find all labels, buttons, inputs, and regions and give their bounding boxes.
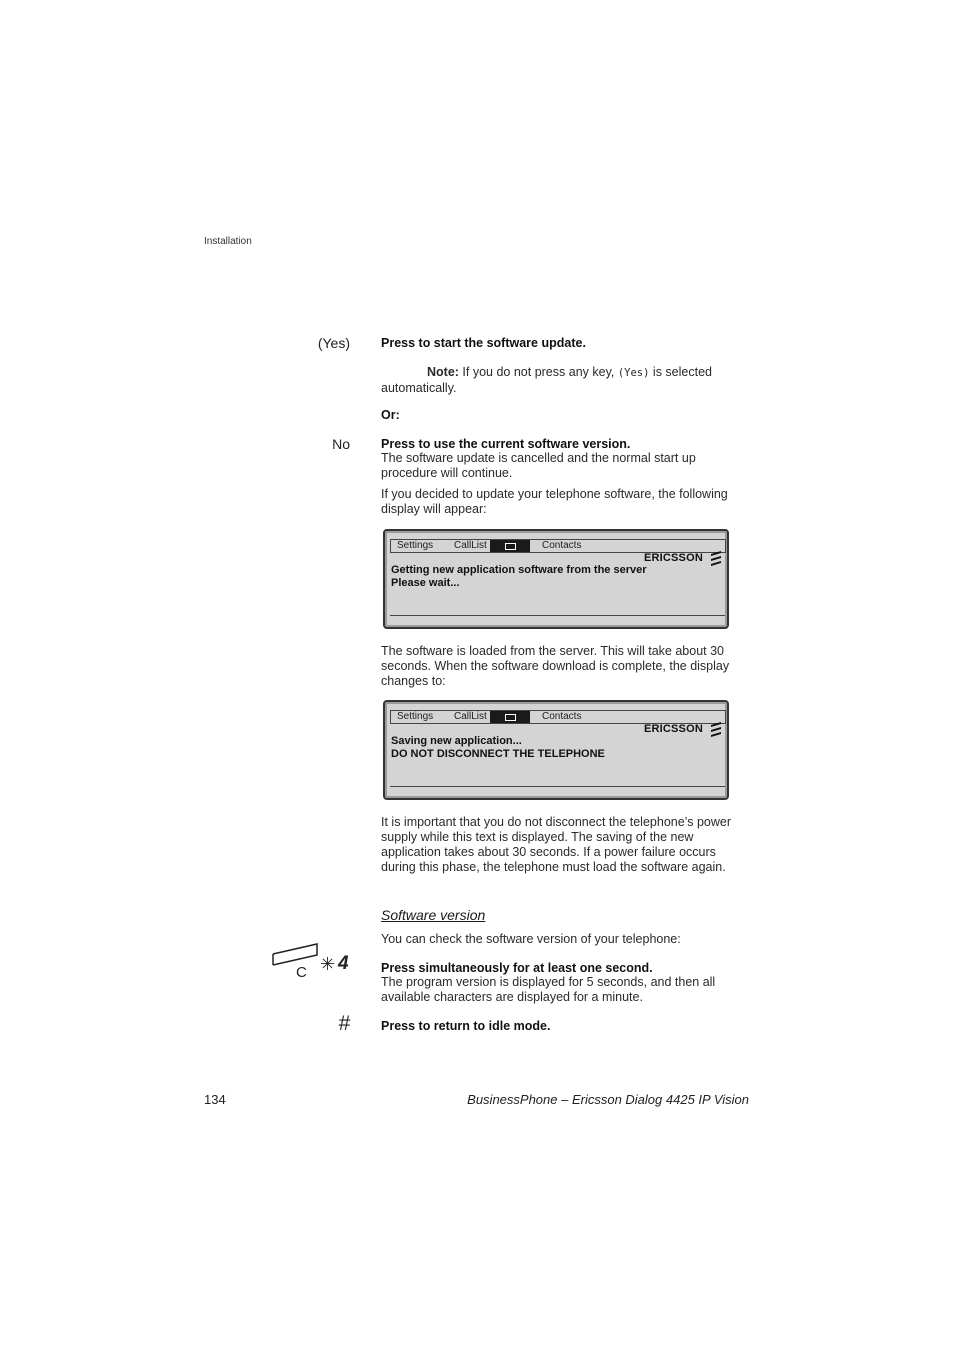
note-text-after: is selected automatically. <box>381 365 712 395</box>
after-display1-text: The software is loaded from the server. This will take about 30 seconds. When the software download is complete, the display changes to: <box>381 644 730 688</box>
running-header: Installation <box>204 236 252 247</box>
display-tab-bar <box>390 539 726 553</box>
display-tab-bar <box>390 710 726 724</box>
update-intro: If you decided to update your telephone software, the following display will appear: <box>381 487 728 516</box>
display-line-1: Getting new application software from the server <box>391 564 647 576</box>
key-4-label: 4 <box>338 953 349 974</box>
or-label: Or: <box>381 408 400 422</box>
note-text-before: If you do not press any key, <box>458 365 618 379</box>
section-title-software-version: Software version <box>381 907 486 923</box>
note-paragraph <box>381 365 741 396</box>
no-detail: The software update is cancelled and the normal start up procedure will continue. <box>381 451 696 480</box>
display-line-1: Saving new application... <box>391 735 522 747</box>
display-tab-contacts: Contacts <box>542 711 582 722</box>
footer-document-title: BusinessPhone – Ericsson Dialog 4425 IP Vision <box>467 1092 749 1107</box>
display-divider <box>390 786 725 787</box>
return-idle-instruction: Press to return to idle mode. <box>381 1019 551 1033</box>
display-tab-settings: Settings <box>397 540 434 551</box>
key-combination-c-star-4 <box>270 942 352 982</box>
no-instruction: Press to use the current software version. <box>381 437 631 451</box>
note-label: Note: <box>427 365 459 379</box>
display-tab-active-icon <box>490 540 530 552</box>
display-tab-contacts: Contacts <box>542 540 582 551</box>
display-divider <box>390 615 725 616</box>
display-tab-active-icon <box>490 711 530 723</box>
ericsson-logo-text: ERICSSON <box>643 723 703 735</box>
no-key-label: No <box>332 436 350 452</box>
display-tab-settings: Settings <box>397 711 434 722</box>
display-line-2: Please wait... <box>391 577 460 589</box>
ericsson-logo-icon <box>710 550 722 566</box>
star-key-icon: ✳ <box>320 954 336 974</box>
page-number: 134 <box>204 1092 226 1107</box>
yes-key-label: (Yes) <box>317 335 350 351</box>
note-code: (Yes) <box>617 367 650 379</box>
phone-display-getting-software <box>383 529 729 629</box>
software-version-intro: You can check the software version of your telephone: <box>381 932 681 946</box>
after-display2-text: It is important that you do not disconnect the telephone’s power supply while this text is displayed. The saving of the new application takes about 30 seconds. If a power failure occurs during this phase, the telephone must load the software again. <box>381 815 731 874</box>
hash-key-icon: # <box>338 1012 350 1035</box>
yes-instruction: Press to start the software update. <box>381 336 586 350</box>
ericsson-logo-text: ERICSSON <box>643 552 703 564</box>
softkey-c-icon <box>270 942 320 972</box>
display-tab-calllist: CallList <box>454 540 487 551</box>
press-simultaneously-detail: The program version is displayed for 5 seconds, and then all available characters are displayed for a minute. <box>381 975 716 1004</box>
ericsson-logo-icon <box>710 721 722 737</box>
key-c-label: C <box>296 964 307 981</box>
display-line-2: DO NOT DISCONNECT THE TELEPHONE <box>391 748 605 760</box>
display-tab-calllist: CallList <box>454 711 487 722</box>
phone-display-saving-application <box>383 700 729 800</box>
press-simultaneously-instruction: Press simultaneously for at least one second. <box>381 961 653 975</box>
